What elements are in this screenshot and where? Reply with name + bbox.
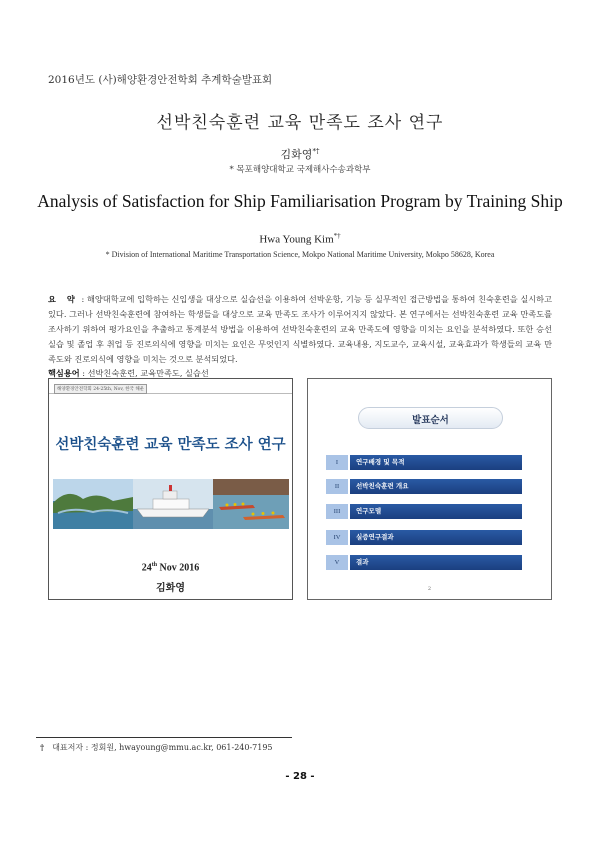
affiliation-korean: * 목포해양대학교 국제해사수송과학부: [229, 165, 371, 175]
agenda-item-label: 연구배경 및 목적: [356, 458, 405, 466]
slide-date: [49, 562, 292, 573]
agenda-item-bar: [350, 555, 522, 570]
agenda-item: [326, 504, 522, 519]
author-mark-en: *†: [333, 232, 341, 240]
author-mark: *†: [312, 147, 320, 156]
slide-title: 선박친숙훈련 교육 만족도 조사 연구: [55, 437, 286, 453]
footnote: [40, 742, 273, 753]
title-slide-image: [48, 378, 293, 600]
author-english: [0, 232, 600, 246]
author-name: 김화영: [280, 148, 313, 161]
agenda-item: [326, 530, 522, 545]
slide-presenter: 김화영: [156, 583, 185, 594]
date-suffix: th: [151, 562, 158, 568]
date-day: 24: [141, 562, 152, 574]
agenda-item: [326, 479, 522, 494]
agenda-item-number: IV: [326, 530, 348, 545]
abstract-label: 요 약: [48, 294, 79, 304]
island-photo: [53, 479, 133, 529]
agenda-item-number: V: [326, 555, 348, 570]
agenda-item-label: 결과: [356, 558, 369, 566]
agenda-slide-image: [307, 378, 552, 600]
abstract: [48, 292, 552, 367]
author-korean: [0, 146, 600, 162]
affiliation-english: * Division of International Maritime Transportation Science, Mokpo National Maritime University, Mokpo 58628, Korea: [105, 250, 495, 259]
date-rest: Nov 2016: [159, 562, 200, 574]
agenda-item: [326, 455, 522, 470]
slide-header-label: 해양환경안전학회 24-25th, Nov, 한국 해운: [54, 384, 147, 394]
boat-race-photo: [213, 479, 289, 529]
agenda-item-label: 실증연구결과: [356, 533, 394, 541]
agenda-heading: 발표순서: [412, 415, 449, 426]
paper-title-korean: 선박친숙훈련 교육 만족도 조사 연구: [156, 113, 444, 133]
agenda-item-number: II: [326, 479, 348, 494]
paper-title-english: Analysis of Satisfaction for Ship Familiarisation Program by Training Ship: [37, 191, 563, 211]
abstract-text: : 해양대학교에 입학하는 신입생을 대상으로 실습선을 이용하여 선박운항, 기능 등 실무적인 접근방법을 통하여 친숙훈련을 실시하고 있다. 그러나 선박친숙훈련에 참여하는 학생들을 대상으로 교육 만족도 조사가 이루어지지 않았다. 본 연구에서는 선박친숙훈련 교육 만족도를 조사하기 위하여 평가요인을 추출하고 통계분석 방법을 이용하여 선박친숙훈련의 교육 만족도에 영향을 미치는 요인을 분석하였다. 또한 승선실습 및 졸업 후 취업 등 진로의식에 영향을 미치는 요인은 무엇인지 식별하였다. 교육내용, 지도교수, 교육시설, 교육효과가 학생들의 교육 만족도와 진로의식에 영향을 미치는 것으로 분석되었다.: [48, 294, 552, 364]
agenda-item-label: 선박친숙훈련 개요: [356, 482, 409, 490]
footnote-mark: †: [40, 742, 45, 752]
keywords-text: : 선박친숙훈련, 교육만족도, 실습선: [82, 368, 209, 378]
slide-photo-strip: [53, 479, 289, 529]
author-name-en: Hwa Young Kim: [259, 233, 334, 246]
agenda-item: [326, 555, 522, 570]
agenda-item-number: III: [326, 504, 348, 519]
conference-header: 2016년도 (사)해양환경안전학회 추계학술발표회: [48, 74, 273, 86]
slide-page-number: 2: [427, 586, 432, 592]
agenda-item-number: I: [326, 455, 348, 470]
training-ship-photo: [133, 479, 213, 529]
footnote-text: 대표저자 : 정회원, hwayoung@mmu.ac.kr, 061-240-7195: [52, 743, 273, 752]
footnote-divider: [36, 737, 292, 738]
page-number: - 28 -: [285, 771, 315, 782]
agenda-item-label: 연구모델: [356, 507, 382, 515]
keywords-label: 핵심용어: [48, 368, 80, 378]
